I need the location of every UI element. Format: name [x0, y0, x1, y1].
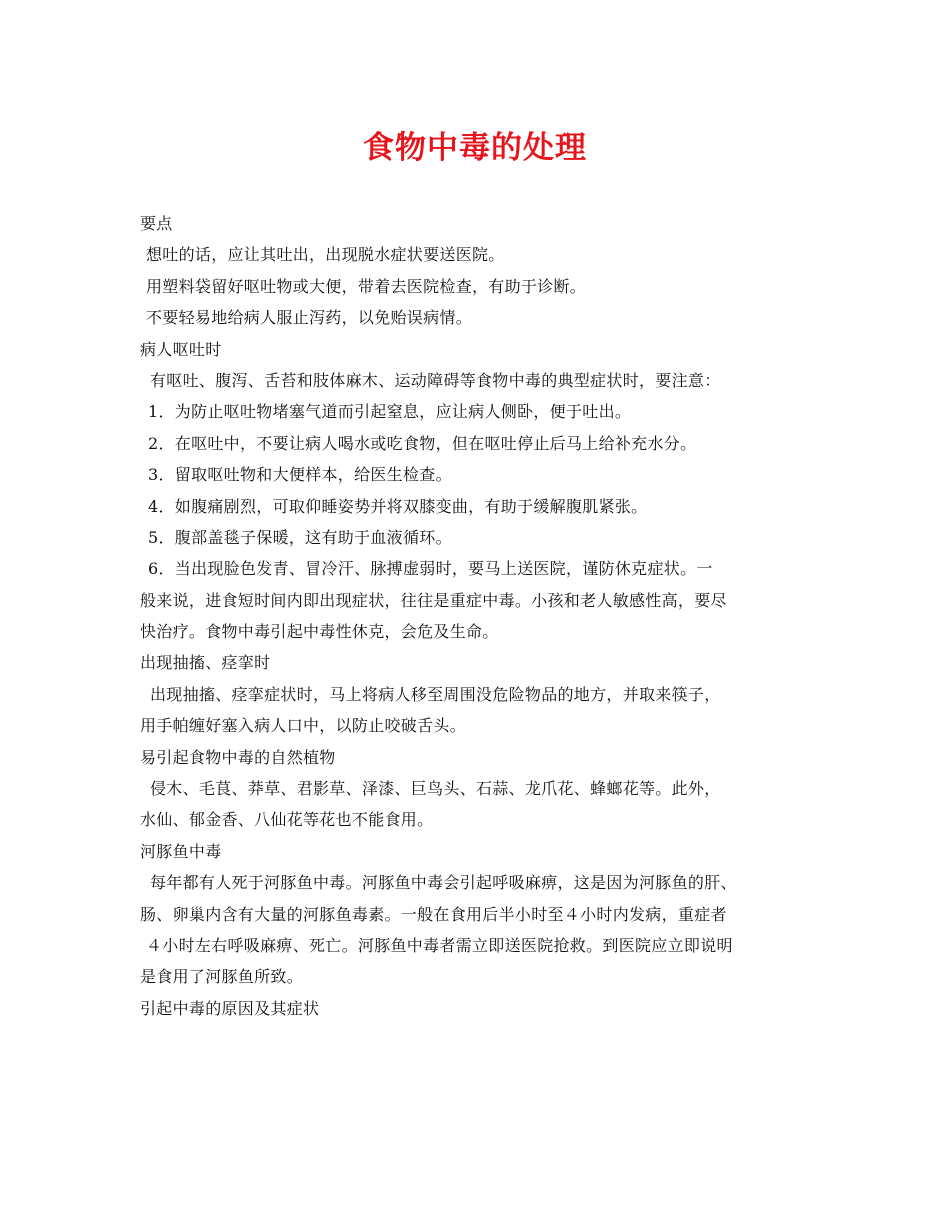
section-heading: 要点: [140, 214, 173, 233]
section-heading: 河豚鱼中毒: [140, 841, 222, 861]
paragraph-line: 想吐的话，应让其吐出，出现脱水症状要送医院。: [146, 245, 505, 265]
paragraph-line: 水仙、郁金香、八仙花等花也不能食用。: [140, 810, 434, 830]
paragraph-line: 每年都有人死于河豚鱼中毒。河豚鱼中毒会引起呼吸麻痹，这是因为河豚鱼的肝、: [150, 873, 737, 893]
list-item: 3．留取呕吐物和大便样本，给医生检查。: [148, 465, 452, 485]
paragraph-line: 用塑料袋留好呕吐物或大便，带着去医院检查，有助于诊断。: [146, 276, 587, 296]
paragraph-line: 肠、卵巢内含有大量的河豚鱼毒素。一般在食用后半小时至４小时内发病，重症者: [140, 904, 727, 924]
paragraph-line: 用手帕缠好塞入病人口中，以防止咬破舌头。: [140, 716, 467, 736]
section-heading: 出现抽搐、痉挛时: [140, 653, 271, 673]
list-item: 1．为防止呕吐物堵塞气道而引起窒息，应让病人侧卧，便于吐出。: [148, 402, 632, 422]
list-item: 5．腹部盖毯子保暖，这有助于血液循环。: [148, 527, 452, 547]
section-heading: 引起中毒的原因及其症状: [140, 998, 320, 1018]
section-heading: 易引起食物中毒的自然植物: [140, 747, 336, 767]
list-item: 6．当出现脸色发青、冒冷汗、脉搏虚弱时，要马上送医院，谨防休克症状。一: [148, 559, 713, 579]
document-body: [140, 208, 840, 1024]
paragraph-line: 快治疗。食物中毒引起中毒性休克，会危及生命。: [140, 622, 499, 642]
paragraph-line: 不要轻易地给病人服止泻药，以免贻误病情。: [146, 308, 473, 328]
list-item: 2．在呕吐中，不要让病人喝水或吃食物，但在呕吐停止后马上给补充水分。: [148, 433, 697, 453]
section-heading: 病人呕吐时: [140, 339, 222, 359]
paragraph-line: 侵木、毛茛、莽草、君影草、泽漆、巨鸟头、石蒜、龙爪花、蜂螂花等。此外，: [150, 779, 721, 799]
paragraph-line: 出现抽搐、痉挛症状时，马上将病人移至周围没危险物品的地方，并取来筷子，: [150, 684, 721, 704]
paragraph-line: 是食用了河豚鱼所致。: [140, 967, 304, 987]
paragraph-line: 般来说，进食短时间内即出现症状，往往是重症中毒。小孩和老人敏感性高，要尽: [140, 590, 727, 610]
paragraph-line: 有呕吐、腹泻、舌苔和肢体麻木、运动障碍等食物中毒的典型症状时，要注意：: [150, 370, 721, 390]
paragraph-line: ４小时左右呼吸麻痹、死亡。河豚鱼中毒者需立即送医院抢救。到医院应立即说明: [146, 935, 733, 955]
list-item: 4．如腹痛剧烈，可取仰睡姿势并将双膝变曲，有助于缓解腹肌紧张。: [148, 496, 648, 516]
page-title: 食物中毒的处理: [363, 130, 587, 166]
